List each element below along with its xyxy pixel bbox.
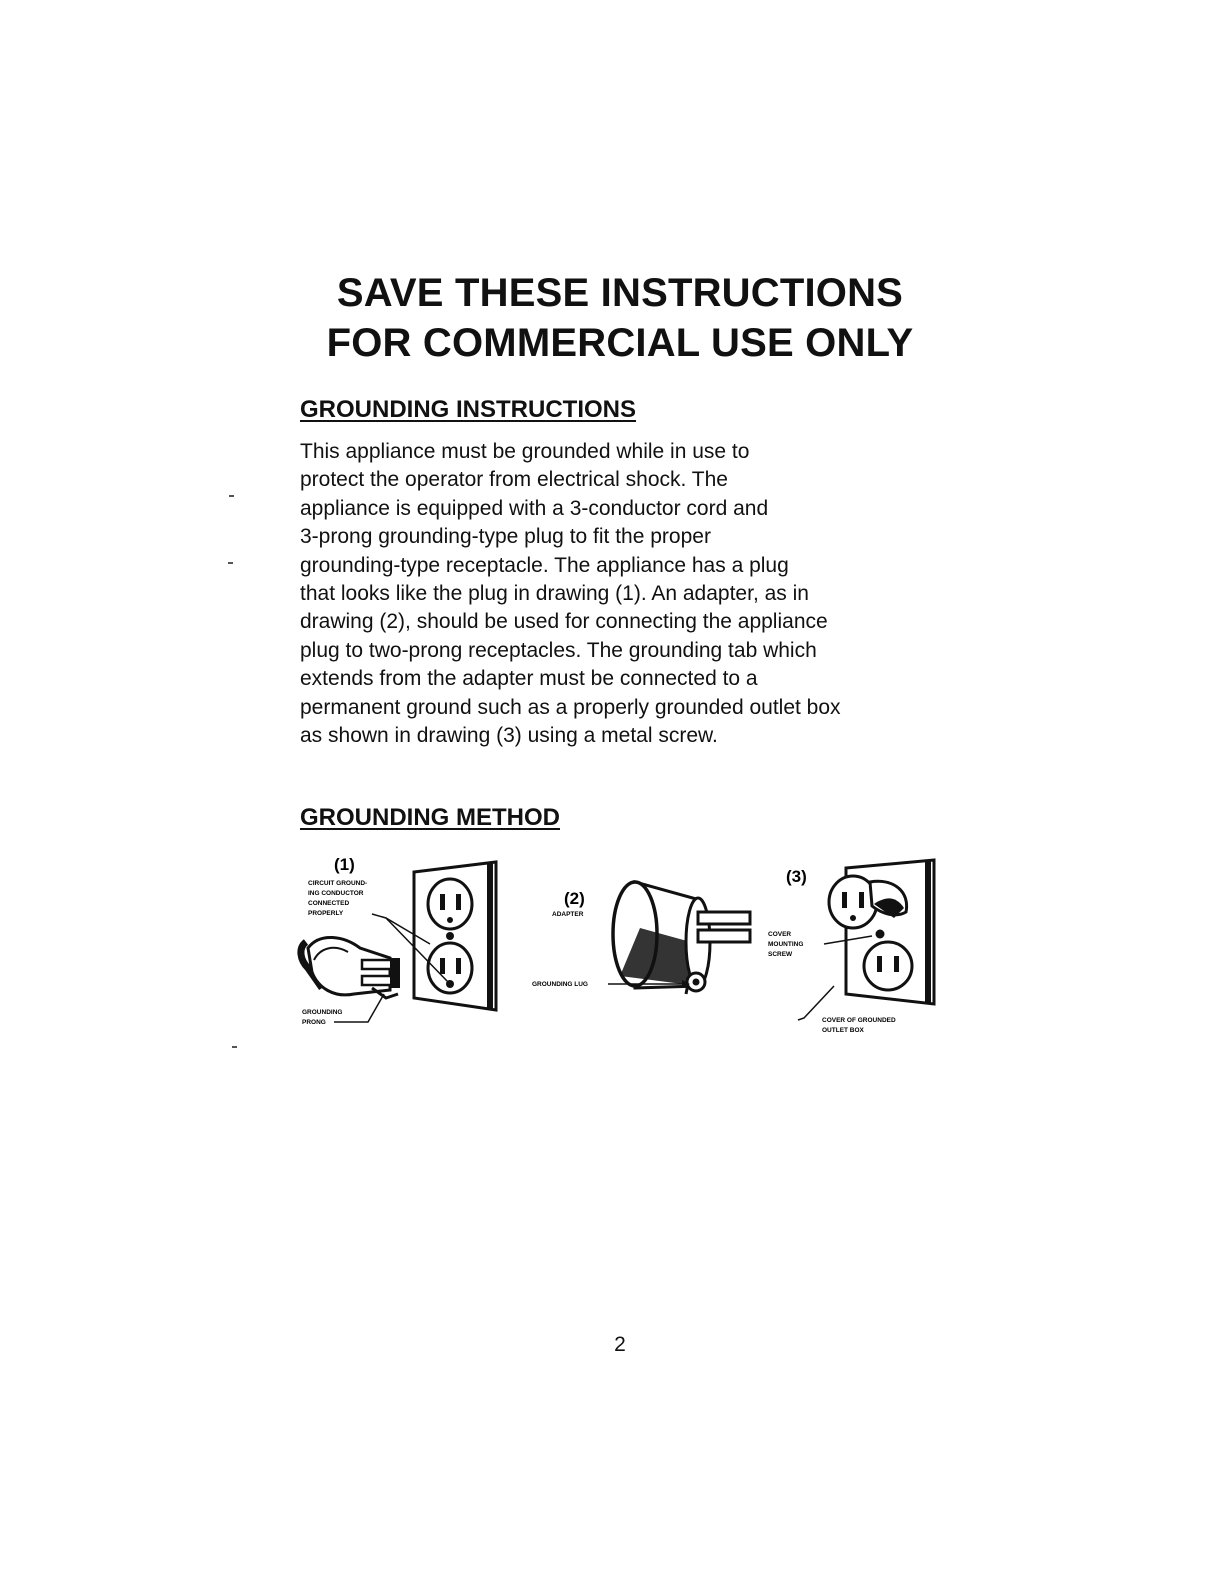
figure-2-adapter [532,882,750,994]
leader-line [334,994,384,1022]
figure-3-screw-label: COVER MOUNTING SCREW [768,931,804,958]
leader-line [798,986,834,1020]
grounding-method-illustrations [290,848,950,1048]
figure-3-outlet-cover [768,860,934,1034]
figure-2-lug-label: GROUNDING LUG [532,981,588,988]
figure-2-number: (2) [564,889,585,908]
figure-3-number: (3) [786,867,807,886]
paragraph-line: appliance is equipped with a 3-conductor cord and [300,496,769,520]
paragraph-line: drawing (2), should be used for connecting the appliance [300,610,828,634]
scan-speck [232,1046,237,1048]
grounding-method-heading: GROUNDING METHOD [300,804,560,831]
paragraph-line: 3-prong grounding-type plug to fit the proper [300,525,711,549]
paragraph-line: protect the operator from electrical shock. The [300,468,728,492]
paragraph-line: as shown in drawing (3) using a metal screw. [300,724,718,748]
grounding-instructions-heading: GROUNDING INSTRUCTIONS [300,396,636,423]
wall-outlet-icon [414,862,496,1010]
title-line-1: SAVE THESE INSTRUCTIONS [336,271,904,315]
figure-1-plug-outlet [301,855,496,1026]
figure-1-number: (1) [334,855,355,874]
paragraph-line: grounding-type receptacle. The appliance has a plug [300,553,789,577]
paragraph-line: that looks like the plug in drawing (1). An adapter, as in [300,582,809,606]
paragraph-line: extends from the adapter must be connected to a [300,667,758,691]
scan-speck [228,562,233,564]
figure-3-cover-label: COVER OF GROUNDED OUTLET BOX [822,1017,896,1034]
adapter-icon [613,882,750,994]
figure-1-prong-label: GROUNDING PRONG [302,1009,343,1026]
title-line-2: FOR COMMERCIAL USE ONLY [326,321,914,365]
paragraph-line: permanent ground such as a properly grounded outlet box [300,695,841,719]
page-number: 2 [614,1333,626,1356]
three-prong-plug-icon [301,937,400,998]
grounding-instructions-paragraph [300,438,940,750]
grounded-outlet-icon [829,860,934,1004]
paragraph-line: plug to two-prong receptacles. The grounding tab which [300,638,817,662]
figure-2-adapter-label: ADAPTER [552,911,584,918]
figure-1-conductor-label: CIRCUIT GROUND- ING CONDUCTOR CONNECTED PROPERLY [308,880,368,917]
scan-speck [229,495,234,497]
paragraph-line: This appliance must be grounded while in use to [300,440,750,463]
